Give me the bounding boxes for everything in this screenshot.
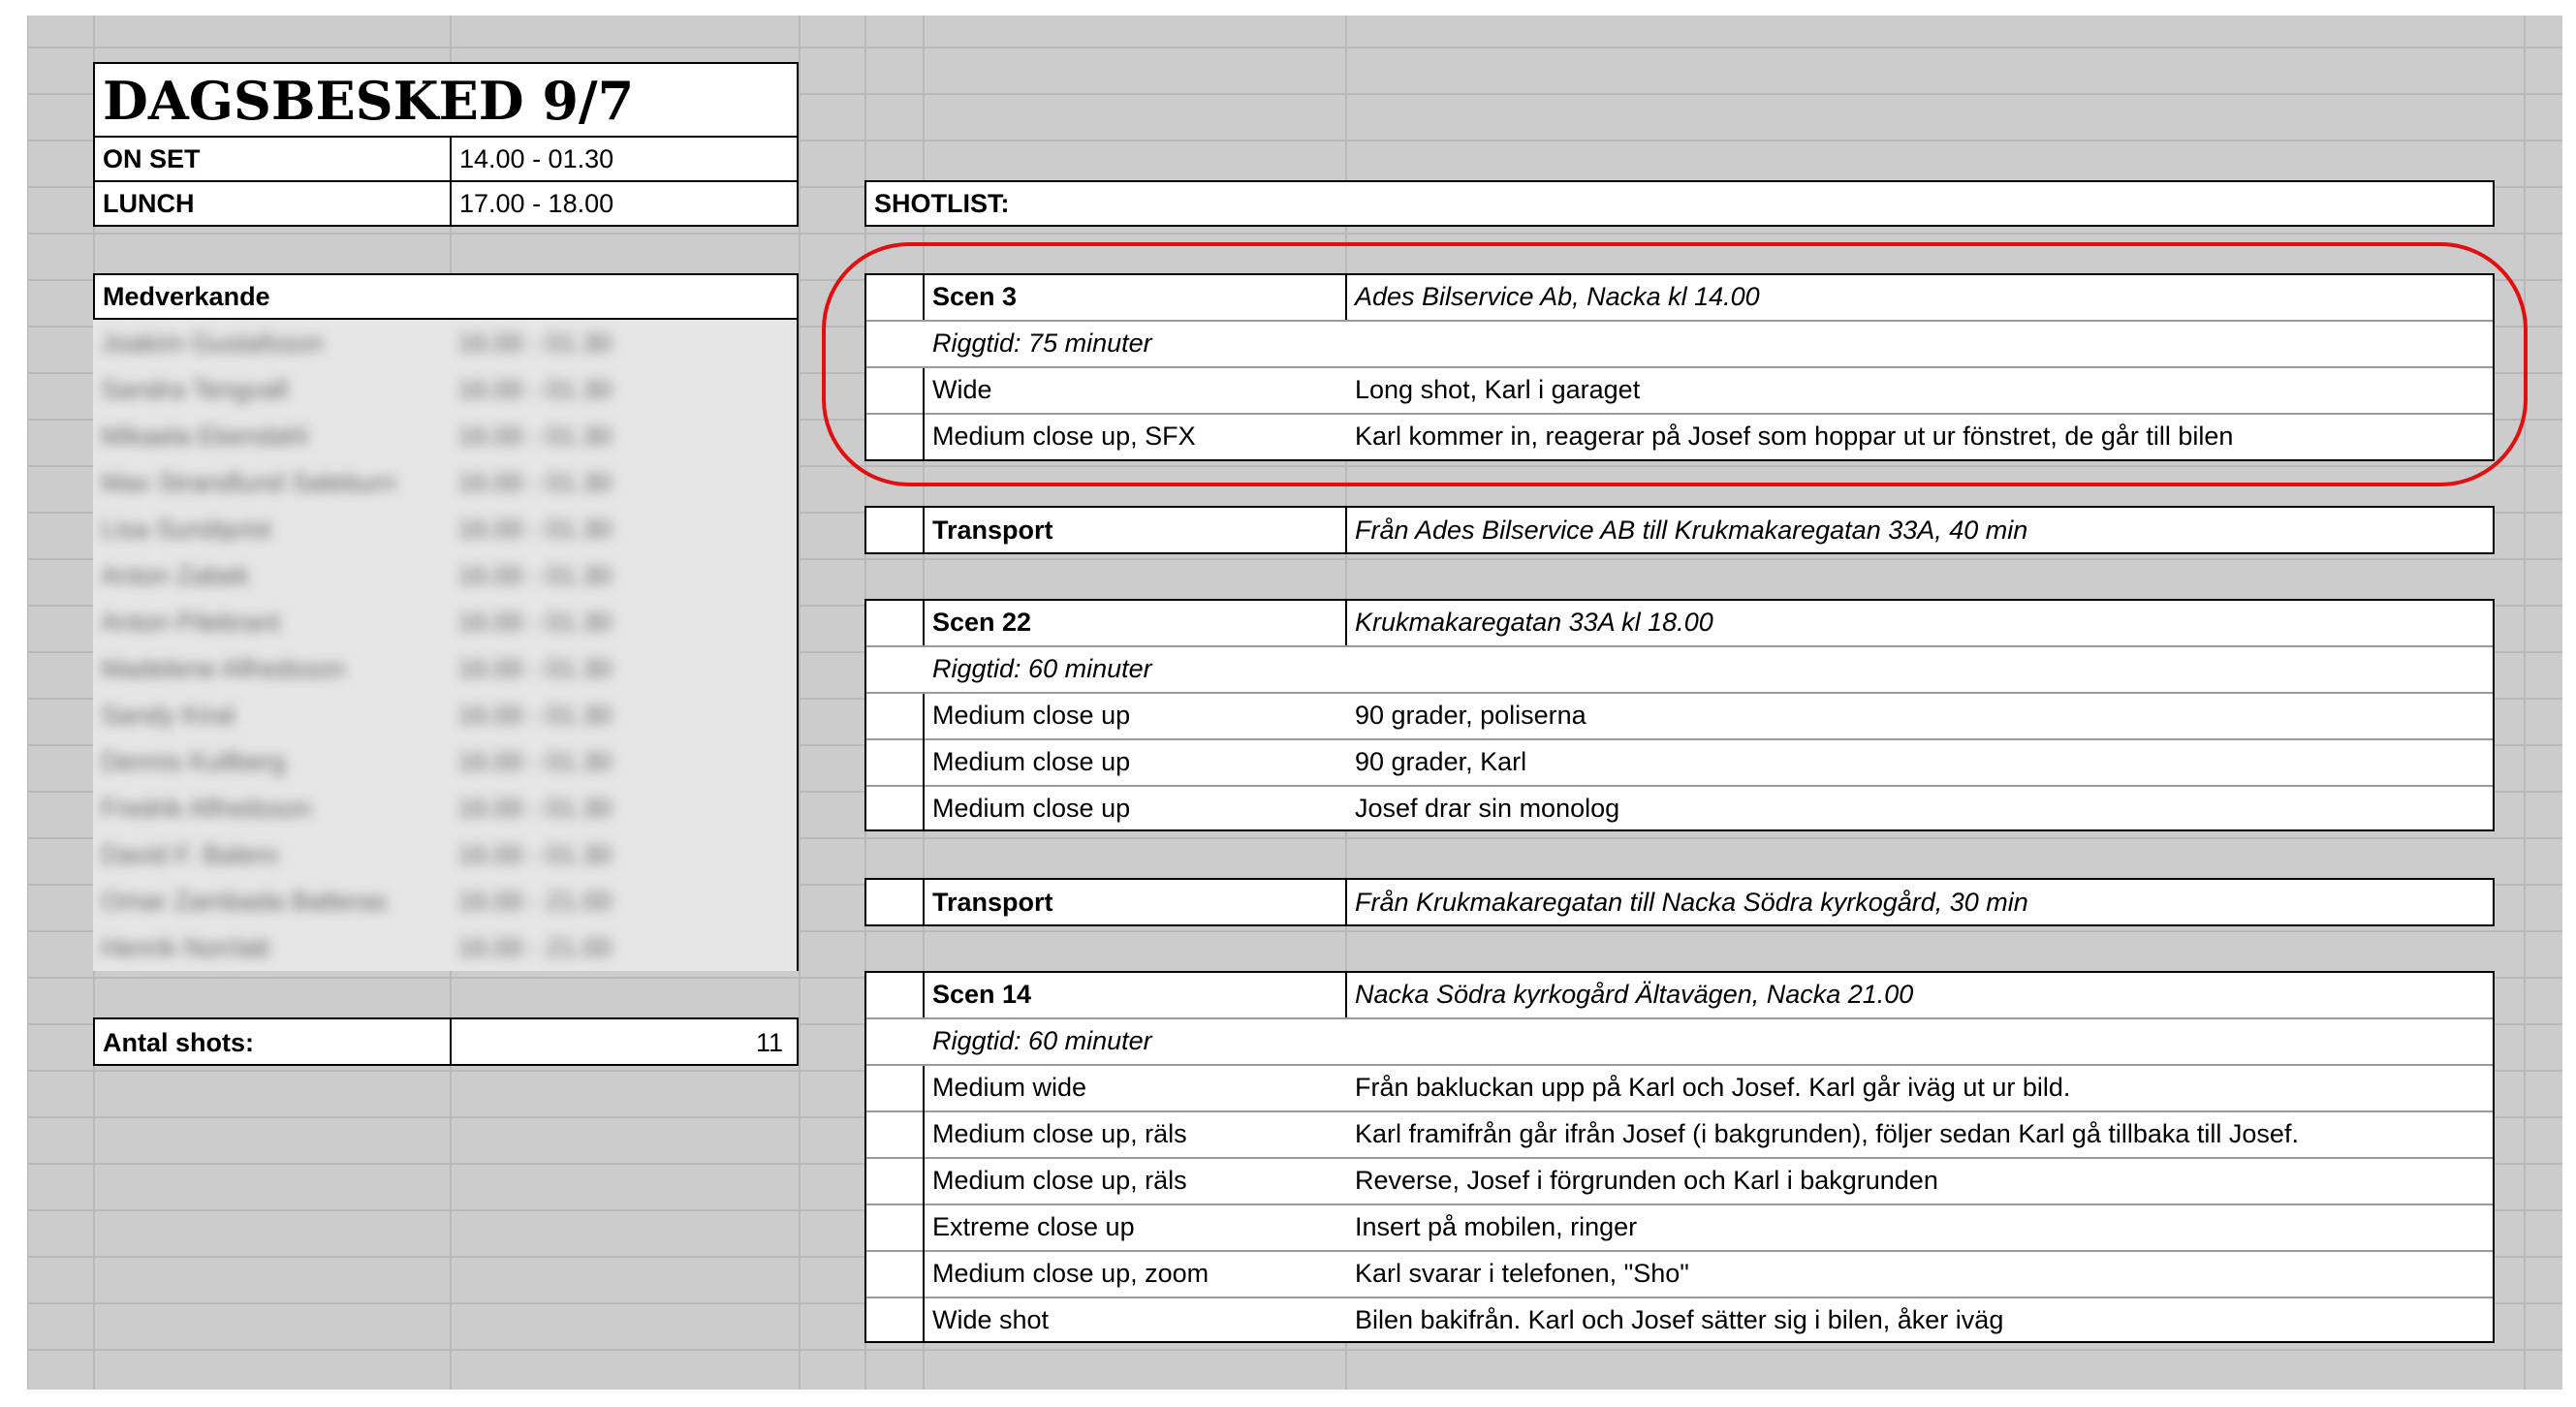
cast-name: Omar Zambada Balteras (101, 887, 388, 916)
scene-title: Scen 14 (932, 980, 1032, 1009)
shot-type: Medium close up (932, 701, 1131, 730)
scene-rig-time: Riggtid: 75 minuter (932, 328, 1152, 358)
transport-row (864, 506, 2495, 554)
cast-time: 16.00 - 01.30 (457, 468, 613, 497)
shot-type: Wide shot (932, 1305, 1050, 1334)
shot-desc: Bilen bakifrån. Karl och Josef sätter sig i bilen, åker iväg (1355, 1305, 2004, 1334)
shot-type: Medium close up (932, 794, 1131, 823)
shot-desc: 90 grader, poliserna (1355, 701, 1586, 730)
cast-name: Anton Pilebrant (101, 608, 280, 637)
cast-time: 16.00 - 21.00 (457, 933, 613, 962)
cast-name: Henrik Norrlatt (101, 933, 270, 962)
cast-list (93, 320, 799, 971)
cast-time: 16.00 - 01.30 (457, 608, 613, 637)
lunch-value: 17.00 - 18.00 (459, 189, 614, 218)
shot-desc: Long shot, Karl i garaget (1355, 375, 1641, 404)
cast-name: Mikaela Ekendahl (101, 422, 308, 451)
transport-desc: Från Ades Bilservice AB till Krukmakaregatan 33A, 40 min (1355, 516, 2028, 545)
cast-header (93, 273, 799, 320)
cast-time: 16.00 - 21.00 (457, 887, 613, 916)
transport-desc: Från Krukmakaregatan till Nacka Södra kyrkogård, 30 min (1355, 888, 2028, 917)
shot-type: Medium close up, zoom (932, 1259, 1209, 1288)
shot-type: Extreme close up (932, 1212, 1135, 1241)
cast-name: Madelene Alfredsson (101, 654, 346, 683)
cast-time: 16.00 - 01.30 (457, 701, 613, 730)
cast-time: 16.00 - 01.30 (457, 654, 613, 683)
shot-type: Medium wide (932, 1073, 1087, 1102)
shot-type: Medium close up, räls (932, 1166, 1187, 1195)
shot-desc: 90 grader, Karl (1355, 747, 1527, 776)
shots-count-label: Antal shots: (103, 1028, 255, 1057)
cast-name: Joakim Gustafsson (101, 328, 324, 358)
cast-header-label: Medverkande (103, 282, 270, 311)
scene-3-block (864, 273, 2495, 461)
title-block (93, 62, 799, 227)
scene-location: Ades Bilservice Ab, Nacka kl 14.00 (1355, 282, 1760, 311)
shot-desc: Josef drar sin monolog (1355, 794, 1620, 823)
cast-name: Lisa Sundqvist (101, 515, 271, 544)
shot-type: Medium close up (932, 747, 1131, 776)
cast-time: 16.00 - 01.30 (457, 375, 613, 404)
shot-desc: Reverse, Josef i förgrunden och Karl i bakgrunden (1355, 1166, 1938, 1195)
cast-time: 16.00 - 01.30 (457, 747, 613, 776)
cast-name: Max Strandlund Saleburn (101, 468, 396, 497)
cast-time: 16.00 - 01.30 (457, 561, 613, 590)
shot-desc: Karl svarar i telefonen, "Sho" (1355, 1259, 1689, 1288)
scene-location: Krukmakaregatan 33A kl 18.00 (1355, 608, 1713, 637)
scene-location: Nacka Södra kyrkogård Ältavägen, Nacka 21.00 (1355, 980, 1914, 1009)
shots-count-row (93, 1017, 799, 1066)
transport-title: Transport (932, 516, 1053, 545)
lunch-label: LUNCH (103, 189, 195, 218)
cast-time: 16.00 - 01.30 (457, 422, 613, 451)
cast-time: 16.00 - 01.30 (457, 794, 613, 823)
transport-title: Transport (932, 888, 1053, 917)
shot-type: Medium close up, SFX (932, 422, 1196, 451)
cast-name: Sandy Kiral (101, 701, 236, 730)
scene-rig-time: Riggtid: 60 minuter (932, 1026, 1152, 1055)
scene-rig-time: Riggtid: 60 minuter (932, 654, 1152, 683)
cast-name: David F. Balero (101, 840, 279, 869)
shot-desc: Karl framifrån går ifrån Josef (i bakgrunden), följer sedan Karl gå tillbaka till Josef. (1355, 1119, 2299, 1148)
scene-title: Scen 3 (932, 282, 1018, 311)
shot-type: Wide (932, 375, 992, 404)
page-title: DAGSBESKED 9/7 (103, 70, 635, 132)
scene-title: Scen 22 (932, 608, 1032, 637)
transport-row (864, 878, 2495, 926)
shot-type: Medium close up, räls (932, 1119, 1187, 1148)
shotlist-header-label: SHOTLIST: (874, 189, 1010, 218)
cast-name: Sandra Tengvall (101, 375, 289, 404)
cast-name: Dennis Kullberg (101, 747, 286, 776)
cast-time: 16.00 - 01.30 (457, 840, 613, 869)
cast-name: Anton Zabek (101, 561, 250, 590)
shot-desc: Från bakluckan upp på Karl och Josef. Karl går iväg ut ur bild. (1355, 1073, 2071, 1102)
shots-count-value: 11 (755, 1028, 783, 1057)
cast-name: Fredrik Alfredsson (101, 794, 312, 823)
shotlist-header (864, 180, 2495, 227)
on-set-value: 14.00 - 01.30 (459, 144, 614, 173)
cast-time: 16.00 - 01.30 (457, 515, 613, 544)
shot-desc: Karl kommer in, reagerar på Josef som hoppar ut ur fönstret, de går till bilen (1355, 422, 2234, 451)
scene-22-block (864, 599, 2495, 831)
shot-desc: Insert på mobilen, ringer (1355, 1212, 1638, 1241)
cast-time: 16.00 - 01.30 (457, 328, 613, 358)
scene-14-block (864, 971, 2495, 1343)
on-set-label: ON SET (103, 144, 201, 173)
